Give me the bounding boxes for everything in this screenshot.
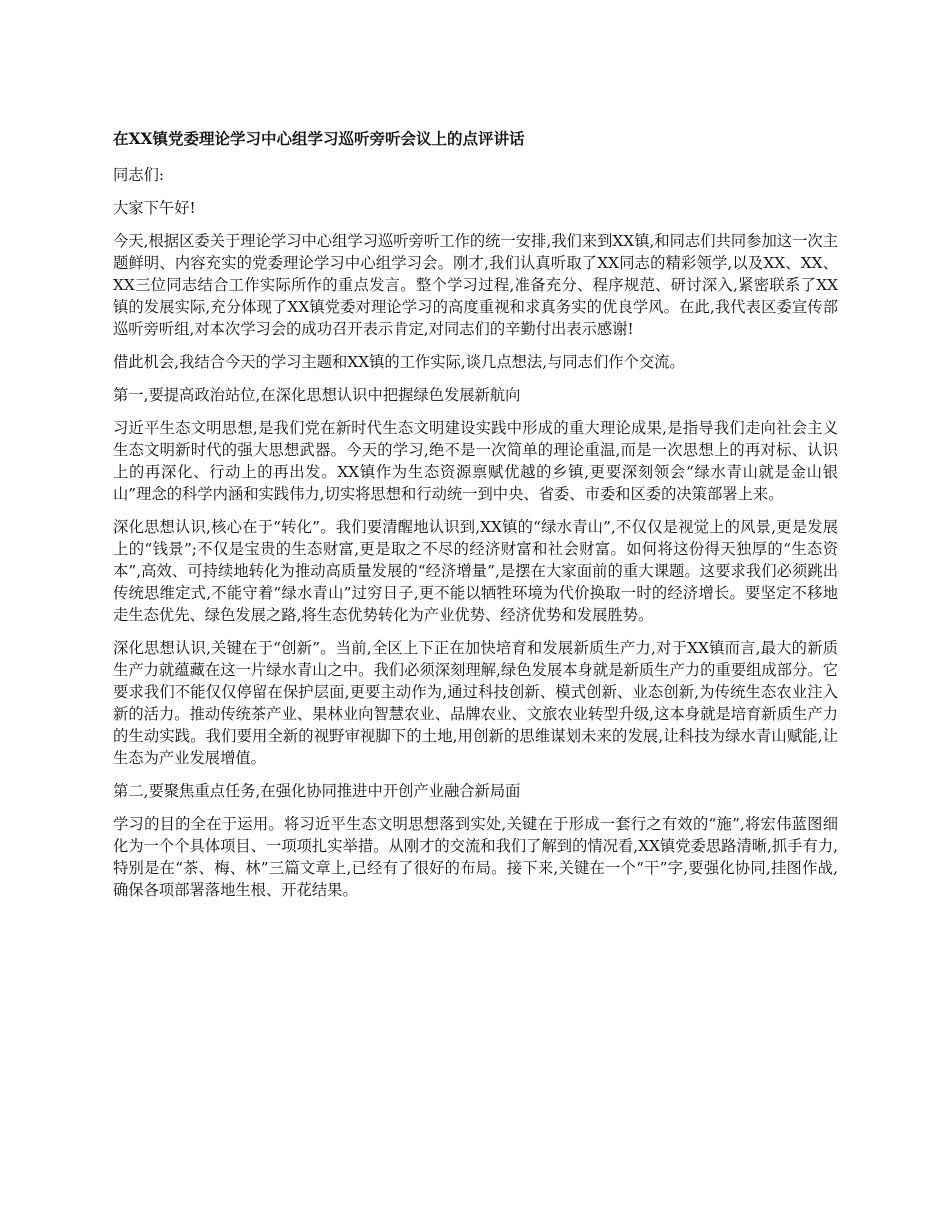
document-page (113, 128, 838, 912)
paragraph-transition: 借此机会,我结合今天的学习主题和XX镇的工作实际,谈几点想法,与同志们作个交流。 (113, 353, 685, 371)
paragraph-application: 学习的目的全在于运用。将习近平生态文明思想落到实处,关键在于形成一套行之有效的“施”,将宏伟蓝图细化为一个个具体项目、一项项扎实举措。从刚才的交流和我们了解到的情况看,XX镇党委思路清晰,抓手有力,特别是在“茶、梅、林”三篇文章上,已经有了很好的布局。接下来,关键在一个“干”字,要强化协同,挂图作战,确保各项部署落地生根、开花结果。 (113, 815, 838, 899)
section-heading-first: 第一,要提高政治站位,在深化思想认识中把握绿色发展新航向 (113, 386, 521, 404)
greeting-afternoon: 大家下午好! (113, 199, 196, 217)
paragraph-intro: 今天,根据区委关于理论学习中心组学习巡听旁听工作的统一安排,我们来到XX镇,和同志们共同参加这一次主题鲜明、内容充实的党委理论学习中心组学习会。刚才,我们认真听取了XX同志的精彩领学,以及XX、XX、XX三位同志结合工作实际所作的重点发言。整个学习过程,准备充分、程序规范、研讨深入,紧密联系了XX镇的发展实际,充分体现了XX镇党委对理论学习的高度重视和求真务实的优良学风。在此,我代表区委宣传部巡听旁听组,对本次学习会的成功召开表示肯定,对同志们的辛勤付出表示感谢! (113, 232, 838, 338)
paragraph-innovation: 深化思想认识,关键在于“创新”。当前,全区上下正在加快培育和发展新质生产力,对于XX镇而言,最大的新质生产力就蕴藏在这一片绿水青山之中。我们必须深刻理解,绿色发展本身就是新质生产力的重要组成部分。它要求我们不能仅仅停留在保护层面,更要主动作为,通过科技创新、模式创新、业态创新,为传统生态农业注入新的活力。推动传统茶产业、果林业向智慧农业、品牌农业、文旅农业转型升级,这本身就是培育新质生产力的生动实践。我们要用全新的视野审视脚下的土地,用创新的思维谋划未来的发展,让科技为绿水青山赋能,让生态为产业发展增值。 (113, 639, 838, 767)
paragraph-transformation: 深化思想认识,核心在于“转化”。我们要清醒地认识到,XX镇的“绿水青山”,不仅仅是视觉上的风景,更是发展上的“钱景”;不仅是宝贵的生态财富,更是取之不尽的经济财富和社会财富。如何将这份得天独厚的“生态资本”,高效、可持续地转化为推动高质量发展的“经济增量”,是摆在大家面前的重大课题。这要求我们必须跳出传统思维定式,不能守着“绿水青山”过穷日子,更不能以牺牲环境为代价换取一时的经济增长。要坚定不移地走生态优先、绿色发展之路,将生态优势转化为产业优势、经济优势和发展胜势。 (113, 518, 838, 624)
document-title: 在XX镇党委理论学习中心组学习巡听旁听会议上的点评讲话 (113, 129, 525, 148)
greeting-comrades: 同志们: (113, 166, 165, 184)
paragraph-ecology-thought: 习近平生态文明思想,是我们党在新时代生态文明建设实践中形成的重大理论成果,是指导我们走向社会主义生态文明新时代的强大思想武器。今天的学习,绝不是一次简单的理论重温,而是一次思想上的再对标、认识上的再深化、行动上的再出发。XX镇作为生态资源禀赋优越的乡镇,更要深刻领会“绿水青山就是金山银山”理念的科学内涵和实践伟力,切实将思想和行动统一到中央、省委、市委和区委的决策部署上来。 (113, 419, 838, 503)
section-heading-second: 第二,要聚焦重点任务,在强化协同推进中开创产业融合新局面 (113, 782, 521, 800)
